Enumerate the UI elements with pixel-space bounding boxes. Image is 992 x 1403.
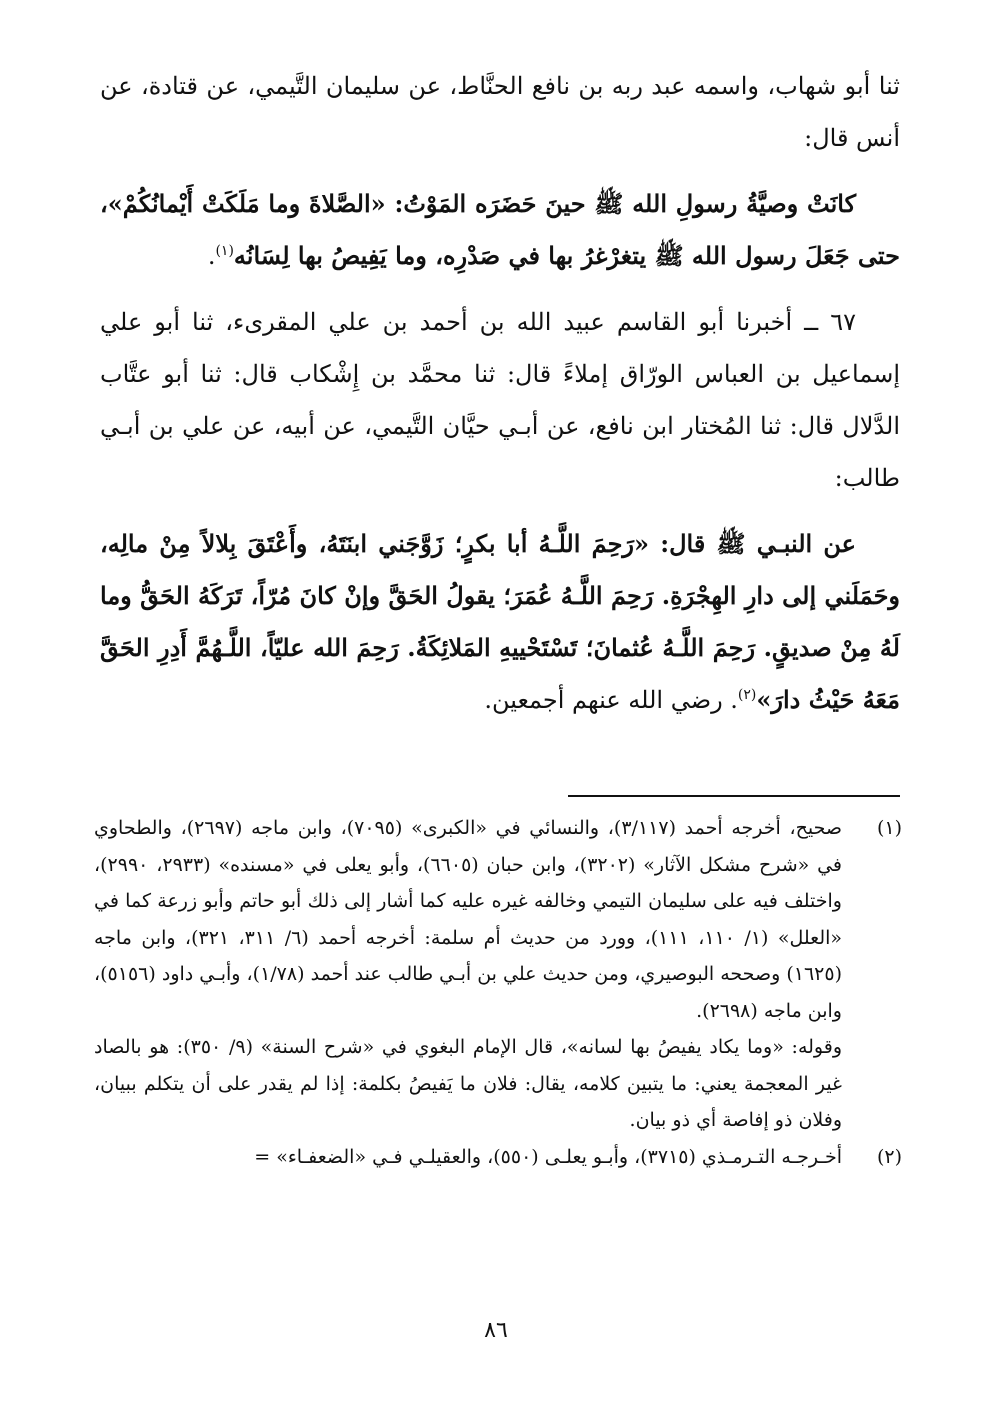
footnote-paragraph: وقوله: «وما يكاد يفيصُ بها لسانه»، قال الإمام البغوي في «شرح السنة» (٩/ ٣٥٠): هو بالصاد غير المعجمة يعني: ما يتبين كلامه، يقال: فلان ما يَفيصُ بكلمة: إذا لم يقدر على أن يتكلم ببيان، وفلان ذو إفاصة أي ذو بيان.: [94, 1036, 842, 1131]
paragraph-text: ثنا أبو شهاب، واسمه عبد ربه بن نافع الحنَّاط، عن سليمان التَّيمي، عن قتادة، عن أنس قال:: [100, 72, 900, 152]
main-text: [100, 60, 900, 726]
footnote-paragraph: صحيح، أخرجه أحمد (٣/١١٧)، والنسائي في «الكبرى» (٧٠٩٥)، وابن ماجه (٢٦٩٧)، والطحاوي في «شرح مشكل الآثار» (٣٢٠٢)، وابن حبان (٦٦٠٥)، وأبو يعلى في «مسنده» (٢٩٣٣، ٢٩٩٠)، واختلف فيه على سليمان التيمي وخالفه غيره عليه كما أشار إلى ذلك أبو حاتم وأبو زرعة كما في «العلل» (١/ ١١٠، ١١١)، وورد من حديث أم سلمة: أخرجه أحمد (٦/ ٣١١، ٣٢١)، وابن ماجه (١٦٢٥) وصححه البوصيري، ومن حديث علي بن أبـي طالب عند أحمد (١/٧٨)، وأبـي داود (٥١٥٦)، وابن ماجه (٢٦٩٨).: [94, 817, 843, 1022]
paragraph-isnad-67: [100, 296, 900, 504]
page-number: ٨٦: [484, 1318, 508, 1343]
footnote-body: [94, 810, 842, 1139]
hadith-paragraph-companions: [100, 518, 900, 726]
paragraph-text: ٦٧ ــ أخبرنا أبو القاسم عبيد الله بن أحمد بن علي المقرىء، ثنا أبو علي إسماعيل بن العباس الورّاق إملاءً قال: ثنا محمَّد بن إِشْكاب قال: ثنا أبو عتَّاب الدَّلال قال: ثنا المُختار ابن نافع، عن أبـي حيَّان التَّيمي، عن أبيه، عن علي بن أبـي طالب:: [100, 308, 900, 492]
footnote-number: (١): [876, 817, 902, 839]
paragraph-text: عن النبـي ﷺ قال: «رَحِمَ اللَّـهُ أبا بكرٍ؛ زَوَّجَني ابنَتَهُ، وأَعْتَقَ بِلالاً مِنْ مالِه، وحَمَلَني إلى دارِ الهِجْرَةِ. رَحِمَ اللَّـهُ عُمَرَ؛ يقولُ الحَقَّ وإنْ كانَ مُرّاً، تَرَكَهُ الحَقُّ وما لَهُ مِنْ صديقٍ. رَحِمَ اللَّـهُ عُثمانَ؛ تَسْتَحْييهِ المَلائِكَةُ. رَحِمَ الله عليّاً، اللَّـهُمَّ أَدِرِ الحَقَّ مَعَهُ حَيْثُ دارَ»: [100, 529, 900, 714]
paragraph-text: كانَتْ وصيَّةُ رسولِ الله ﷺ حينَ حَضَرَه المَوْتُ: «الصَّلاةَ وما مَلَكَتْ أَيْمانُكُمْ»، حتى جَعَلَ رسول الله ﷺ يتغرْغرُ بها في صَدْرِه، وما يَفِيصُ بها لِسَانُه: [100, 189, 900, 270]
paragraph-end: .: [207, 242, 216, 270]
paragraph-tail: . رضي الله عنهم أجمعين.: [484, 686, 738, 714]
hadith-paragraph-wasiyya: [100, 178, 900, 282]
footnote-2: [94, 1139, 902, 1176]
footnote-marker[interactable]: (٢): [737, 687, 757, 703]
footnote-body: [94, 1139, 842, 1176]
footnote-1: [94, 810, 902, 1139]
footnote-separator: [568, 795, 900, 797]
paragraph-chain-continuation: [100, 60, 900, 164]
footnote-number: (٢): [876, 1145, 902, 1168]
footnotes: [94, 810, 902, 1175]
footnote-paragraph: أخـرجـه التـرمـذي (٣٧١٥)، وأبـو يعلـى (٥٥٠)، والعقيلـي فـي «الضعفـاء» =: [254, 1145, 842, 1168]
footnote-marker[interactable]: (١): [215, 243, 234, 259]
